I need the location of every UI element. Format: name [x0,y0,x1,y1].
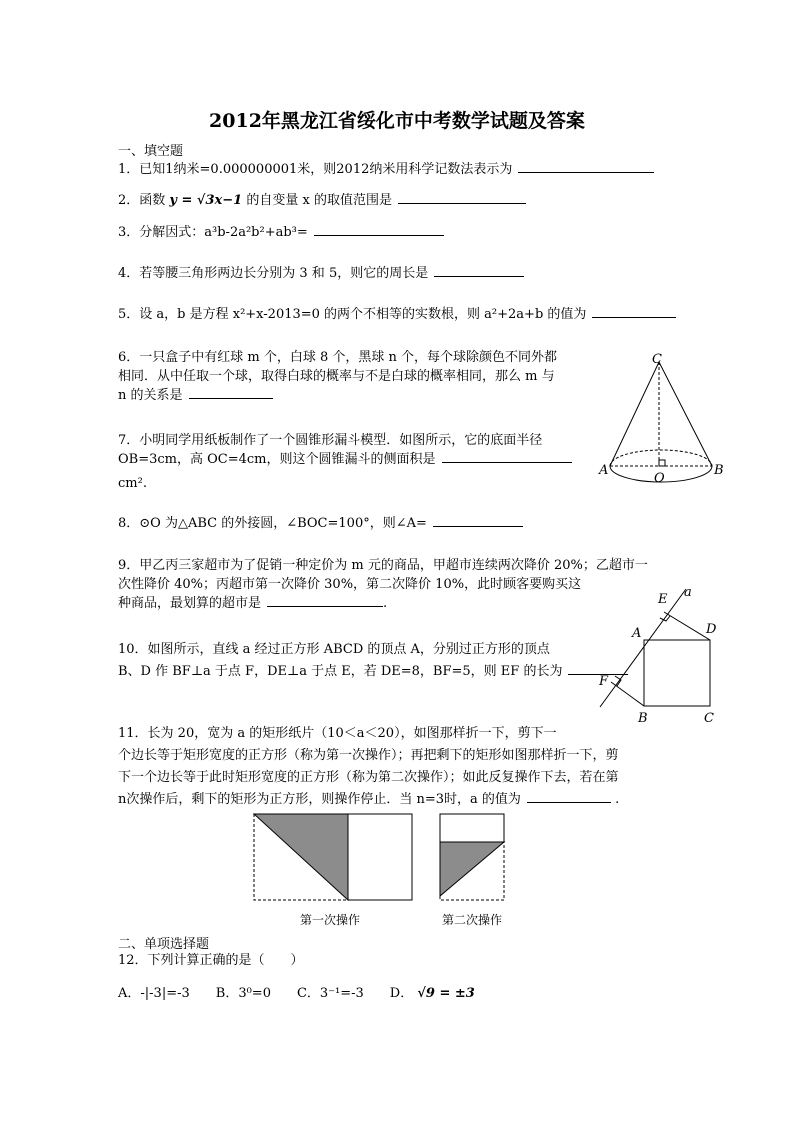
question-3-text: 3．分解因式：a³b-2a²b²+ab³= [118,225,308,240]
question-6 [118,348,557,405]
question-10 [118,640,628,681]
cone-right-angle [659,460,665,466]
question-11-line-2: 个边长等于矩形宽度的正方形（称为第一次操作）；再把剩下的矩形如图那样折一下，剪 [118,748,619,763]
question-10-line-2-text: B、D 作 BF⊥a 于点 F，DE⊥a 于点 E，若 DE=8，BF=5，则 EF 的长为 [118,664,563,679]
answer-blank-11 [527,790,611,803]
first-op-remaining-rect [348,814,412,900]
question-7-line-2 [118,450,572,469]
answer-blank-9 [267,594,383,607]
answer-blank-7 [442,450,572,463]
second-op-shaded-triangle [440,842,504,896]
question-5-text: 5．设 a，b 是方程 x²+x-2013=0 的两个不相等的实数根，则 a²+2a+b 的值为 [118,307,587,322]
question-3 [118,223,444,242]
segment-de [664,612,710,640]
square-label-e: E [658,592,668,607]
square-label-b: B [638,711,648,726]
cone-label-o: O [654,471,665,486]
question-6-line-3 [118,386,557,405]
question-2 [118,191,526,210]
first-op-shaded-triangle [254,814,348,900]
folding-figure [252,812,517,904]
question-1-text: 1．已知1纳米=0.000000001米，则2012纳米用科学记数法表示为 [118,162,513,177]
question-11-line-4-text: n次操作后，剩下的矩形为正方形，则操作停止．当 n=3时，a 的值为 [118,792,521,807]
question-9-end: . [383,596,388,611]
square-label-c: C [704,711,714,726]
cone-label-b: B [714,463,724,478]
answer-blank-4 [434,264,524,277]
question-7 [118,431,572,493]
segment-bf [611,682,644,706]
page-title: 2012年黑龙江省绥化市中考数学试题及答案 [209,110,585,132]
question-9-line-1: 9．甲乙丙三家超市为了促销一种定价为 m 元的商品，甲超市连续两次降价 20%；乙超市一 [118,558,648,573]
answer-blank-5 [592,305,676,318]
answer-blank-8 [433,514,523,527]
cone-base-back [610,450,712,466]
square-abcd [644,640,710,706]
question-7-line-2-text: OB=3cm，高 OC=4cm，则这个圆锥漏斗的侧面积是 [118,452,436,467]
square-label-d: D [706,622,717,637]
cone-label-a: A [599,463,609,478]
question-11-line-3: 下一个边长等于此时矩形宽度的正方形（称为第二次操作）；如此反复操作下去，若在第 [118,770,619,785]
question-10-line-1: 10．如图所示，直线 a 经过正方形 ABCD 的顶点 A，分别过正方形的顶点 [118,642,550,657]
answer-blank-2 [398,191,526,204]
question-1 [118,160,654,179]
square-label-f: F [599,674,609,689]
question-2-text-post: 的自变量 x 的取值范围是 [246,193,392,208]
question-8-text: 8．⊙O 为△ABC 的外接圆，∠BOC=100°，则∠A= [118,516,427,531]
caption-second-operation: 第二次操作 [442,913,503,927]
section-single-choice: 二、单项选择题 [118,937,210,952]
question-2-formula: y = √3x−1 [169,193,243,208]
question-2-text-pre: 2．函数 [118,193,166,208]
question-4-text: 4．若等腰三角形两边长分别为 3 和 5，则它的周长是 [118,266,429,281]
question-5 [118,305,676,324]
second-op-remaining-rect [440,814,504,842]
question-9-line-3 [118,594,648,613]
question-11 [118,723,619,811]
question-9-line-3-text: 种商品，最划算的超市是 [118,596,262,611]
question-11-end: . [615,792,620,807]
square-label-a: A [632,626,642,641]
question-8 [118,514,523,533]
question-6-line-2: 相同．从中任取一个球，取得白球的概率与不是白球的概率相同，那么 m 与 [118,369,555,384]
answer-blank-3 [314,223,444,236]
square-label-a-line: a [684,585,692,600]
question-12-options [118,984,475,1003]
question-9 [118,556,648,613]
question-7-line-1: 7．小明同学用纸板制作了一个圆锥形漏斗模型．如图所示，它的底面半径 [118,433,543,448]
question-6-line-3-text: n 的关系是 [118,388,183,403]
question-9-line-2: 次性降价 40%；丙超市第一次降价 30%，第二次降价 10%，此时顾客要购买这 [118,577,582,592]
caption-first-operation: 第一次操作 [300,913,361,927]
answer-blank-10 [568,662,628,675]
question-6-line-1: 6．一只盒子中有红球 m 个，白球 8 个，黑球 n 个，每个球除颜色不同外都 [118,350,558,365]
question-11-line-4 [118,789,619,811]
section-fill-blank: 一、填空题 [118,144,184,159]
answer-blank-6 [189,386,273,399]
cone-label-c: C [652,352,662,367]
answer-blank-1 [518,160,654,173]
question-11-line-1: 11．长为 20，宽为 a 的矩形纸片（10＜a＜20），如图那样折一下，剪下一 [118,726,557,741]
question-10-line-2 [118,662,628,681]
question-4 [118,264,524,283]
question-12: 12．下列计算正确的是（ ） [118,953,304,968]
question-12-options-text: A．-|-3|=-3 B．3⁰=0 C．3⁻¹=-3 D． [118,986,414,1001]
question-7-line-3: cm². [118,476,147,491]
question-12-option-d: √9 = ±3 [417,986,475,1001]
